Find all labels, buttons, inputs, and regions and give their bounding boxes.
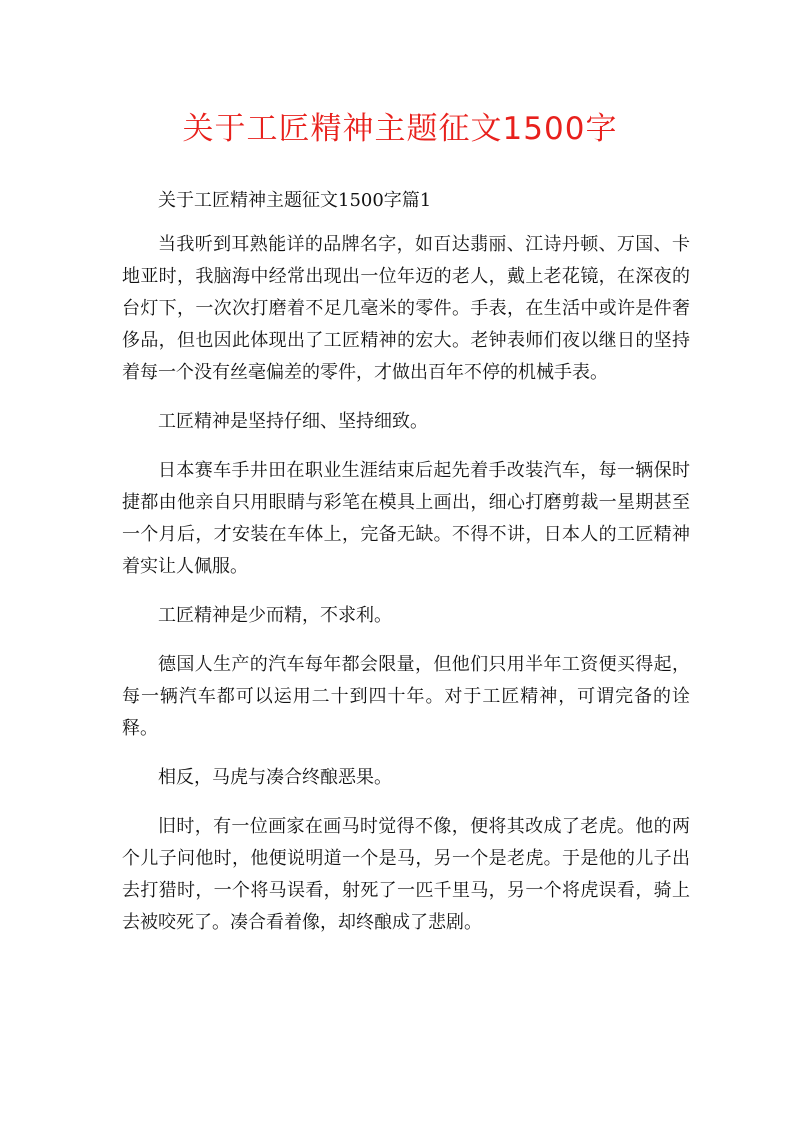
document-title: 关于工匠精神主题征文1500字 xyxy=(182,111,618,147)
paragraph: 日本赛车手井田在职业生涯结束后起先着手改装汽车，每一辆保时捷都由他亲自只用眼睛与彩笔在模具上画出，细心打磨剪裁一星期甚至一个月后，才安装在车体上，完备无缺。不得不讲，日本人的工匠精神着实让人佩服。 xyxy=(122,460,690,577)
section-heading: 关于工匠精神主题征文1500字篇1 xyxy=(158,190,432,211)
document-body xyxy=(122,185,690,956)
paragraph: 德国人生产的汽车每年都会限量，但他们只用半年工资便买得起，每一辆汽车都可以运用二十到四十年。对于工匠精神，可谓完备的诠释。 xyxy=(122,654,690,739)
paragraph: 当我听到耳熟能详的品牌名字，如百达翡丽、江诗丹顿、万国、卡地亚时，我脑海中经常出现出一位年迈的老人，戴上老花镜，在深夜的台灯下，一次次打磨着不足几毫米的零件。手表，在生活中或许是件奢侈品，但也因此体现出了工匠精神的宏大。老钟表师们夜以继日的坚持着每一个没有丝毫偏差的零件，才做出百年不停的机械手表。 xyxy=(122,234,690,383)
paragraph: 工匠精神是坚持仔细、坚持细致。 xyxy=(158,411,428,432)
paragraph: 工匠精神是少而精，不求利。 xyxy=(158,605,392,626)
paragraph: 旧时，有一位画家在画马时觉得不像，便将其改成了老虎。他的两个儿子问他时，他便说明道一个是马，另一个是老虎。于是他的儿子出去打猎时，一个将马误看，射死了一匹千里马，另一个将虎误看，骑上去被咬死了。凑合看着像，却终酿成了悲剧。 xyxy=(122,816,690,933)
paragraph: 相反，马虎与凑合终酿恶果。 xyxy=(158,767,392,788)
